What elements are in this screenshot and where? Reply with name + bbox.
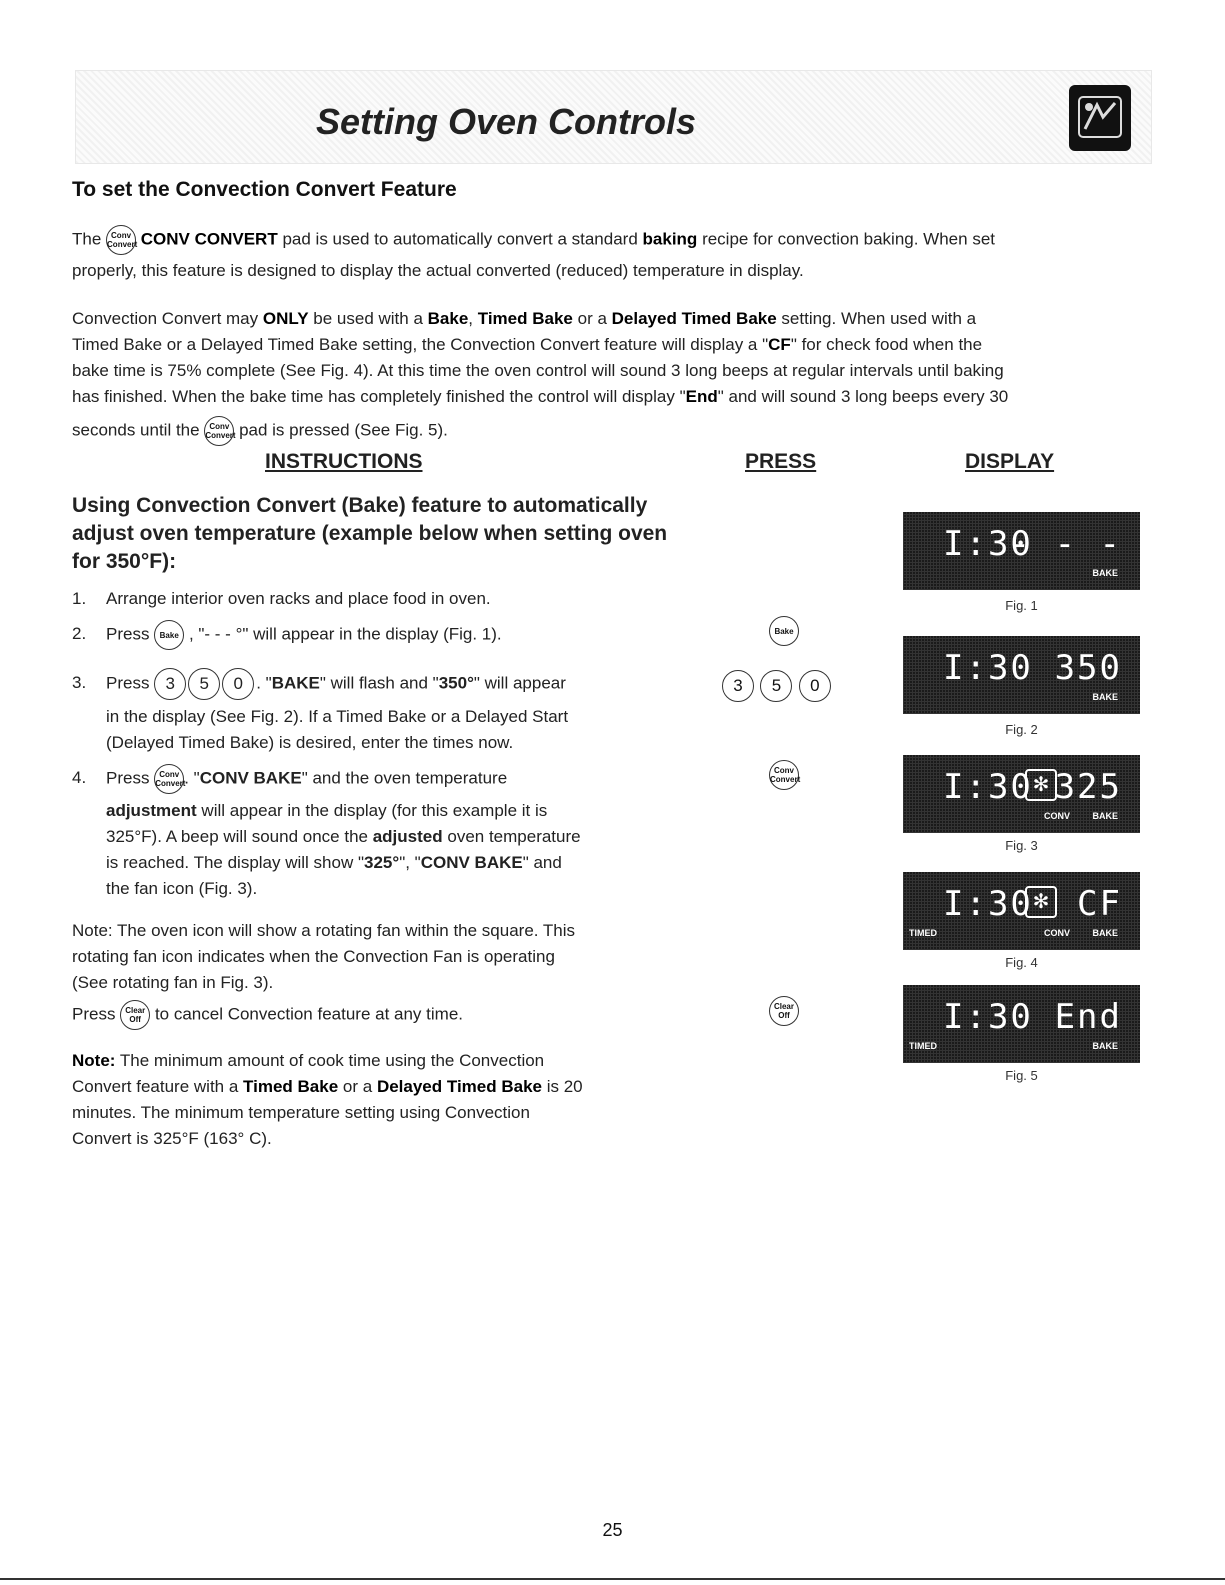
oven-settings-icon [1069, 85, 1131, 151]
fig-5-caption: Fig. 5 [1005, 1068, 1038, 1083]
display-fig-4: I:30 ✻ CF TIMED CONV BAKE [903, 872, 1140, 950]
note-minimum: Note: The minimum amount of cook time using the Convection Convert feature with a Timed Bake or a Delayed Timed Bake is 20 minutes. The minimum temperature setting using Convection Convert is 325°F (163° C). [72, 1051, 583, 1148]
step-3-line2: in the display (See Fig. 2). If a Timed Bake or a Delayed Start [106, 707, 569, 726]
page-number: 25 [602, 1520, 623, 1540]
step-4-line3: 325°F). A beep will sound once the adjusted oven temperature [106, 827, 581, 846]
key-0-icon: 0 [799, 670, 831, 702]
key-5-icon: 5 [188, 668, 220, 700]
clear-off-pad-icon: Clear Off [120, 1000, 150, 1030]
fig-1-caption: Fig. 1 [1005, 598, 1038, 613]
fig-2-caption: Fig. 2 [1005, 722, 1038, 737]
column-press: PRESS [745, 450, 817, 473]
intro-paragraph-2: Convection Convert may ONLY be used with a Bake, Timed Bake or a Delayed Timed Bake setting. When used with a Timed Bake or a Delayed Timed Bake setting, the Convection Convert feature will display a "CF" for check food when the bake time is 75% complete (See Fig. 4). At this time the oven control will sound 3 long beeps at regular intervals until baking has finished. When the bake time has completely finished the control will display "End" and will sound 3 long beeps every 30 seconds until the Conv Convert pad is pressed (See Fig. 5). [72, 306, 1152, 446]
display-fig-2: I:30 350 BAKE [903, 636, 1140, 714]
key-0-icon: 0 [222, 668, 254, 700]
bake-pad-icon: Bake [154, 620, 184, 650]
press-clear-off [769, 996, 799, 1026]
step-3: 3. Press 3 5 0 . "BAKE" will flash and "350°" will appear [72, 668, 566, 700]
fan-icon: ✻ [1025, 886, 1057, 918]
header-banner [75, 70, 1152, 164]
key-3-icon: 3 [722, 670, 754, 702]
fan-icon: ✻ [1025, 769, 1057, 801]
key-3-icon: 3 [154, 668, 186, 700]
fig-3-caption: Fig. 3 [1005, 838, 1038, 853]
step-4-line2: adjustment will appear in the display (for this example it is [106, 801, 548, 820]
bake-pad-icon: Bake [769, 616, 799, 646]
display-fig-1: I:30 - - - BAKE [903, 512, 1140, 590]
fig-4-caption: Fig. 4 [1005, 955, 1038, 970]
display-fig-5: I:30 End TIMED BAKE [903, 985, 1140, 1063]
cancel-instruction: Press Clear Off to cancel Convection feature at any time. [72, 1000, 463, 1030]
key-5-icon: 5 [760, 670, 792, 702]
subheading: Using Convection Convert (Bake) feature to automatically adjust oven temperature (example below when setting oven for 350°F): [72, 494, 668, 573]
conv-convert-pad-icon: Conv Convert [154, 764, 184, 794]
display-fig-3: I:30 ✻ 325 CONV BAKE [903, 755, 1140, 833]
page-title: Setting Oven Controls [315, 101, 697, 142]
press-conv-convert [769, 760, 799, 790]
column-display: DISPLAY [965, 450, 1055, 473]
press-bake [769, 616, 799, 646]
intro-paragraph-1: The Conv Convert CONV CONVERT pad is used to automatically convert a standard baking recipe for convection baking. When set [72, 225, 995, 255]
step-3-line3: (Delayed Timed Bake) is desired, enter the times now. [106, 733, 514, 752]
clear-off-pad-icon: Clear Off [769, 996, 799, 1026]
step-1: 1. Arrange interior oven racks and place food in oven. [72, 589, 491, 608]
conv-convert-pad-icon: Conv Convert [769, 760, 799, 790]
bottom-rule [0, 1578, 1225, 1580]
intro-paragraph-1-line2: properly, this feature is designed to display the actual converted (reduced) temperature in display. [72, 261, 804, 280]
note-fan: Note: The oven icon will show a rotating fan within the square. This rotating fan icon indicates when the Convection Fan is operating (See rotating fan in Fig. 3). [72, 921, 576, 992]
step-2: 2. Press Bake , "- - - °" will appear in the display (Fig. 1). [72, 620, 502, 650]
conv-convert-pad-icon: Conv Convert [204, 416, 234, 446]
column-instructions: INSTRUCTIONS [265, 450, 423, 473]
conv-convert-pad-icon: Conv Convert [106, 225, 136, 255]
step-4-line5: the fan icon (Fig. 3). [106, 879, 258, 898]
step-4: 4. Press Conv Convert. "CONV BAKE" and the oven temperature [72, 764, 507, 794]
step-4-line4: is reached. The display will show "325°", "CONV BAKE" and [106, 853, 562, 872]
section-title: To set the Convection Convert Feature [72, 178, 457, 201]
press-keys [722, 670, 833, 702]
